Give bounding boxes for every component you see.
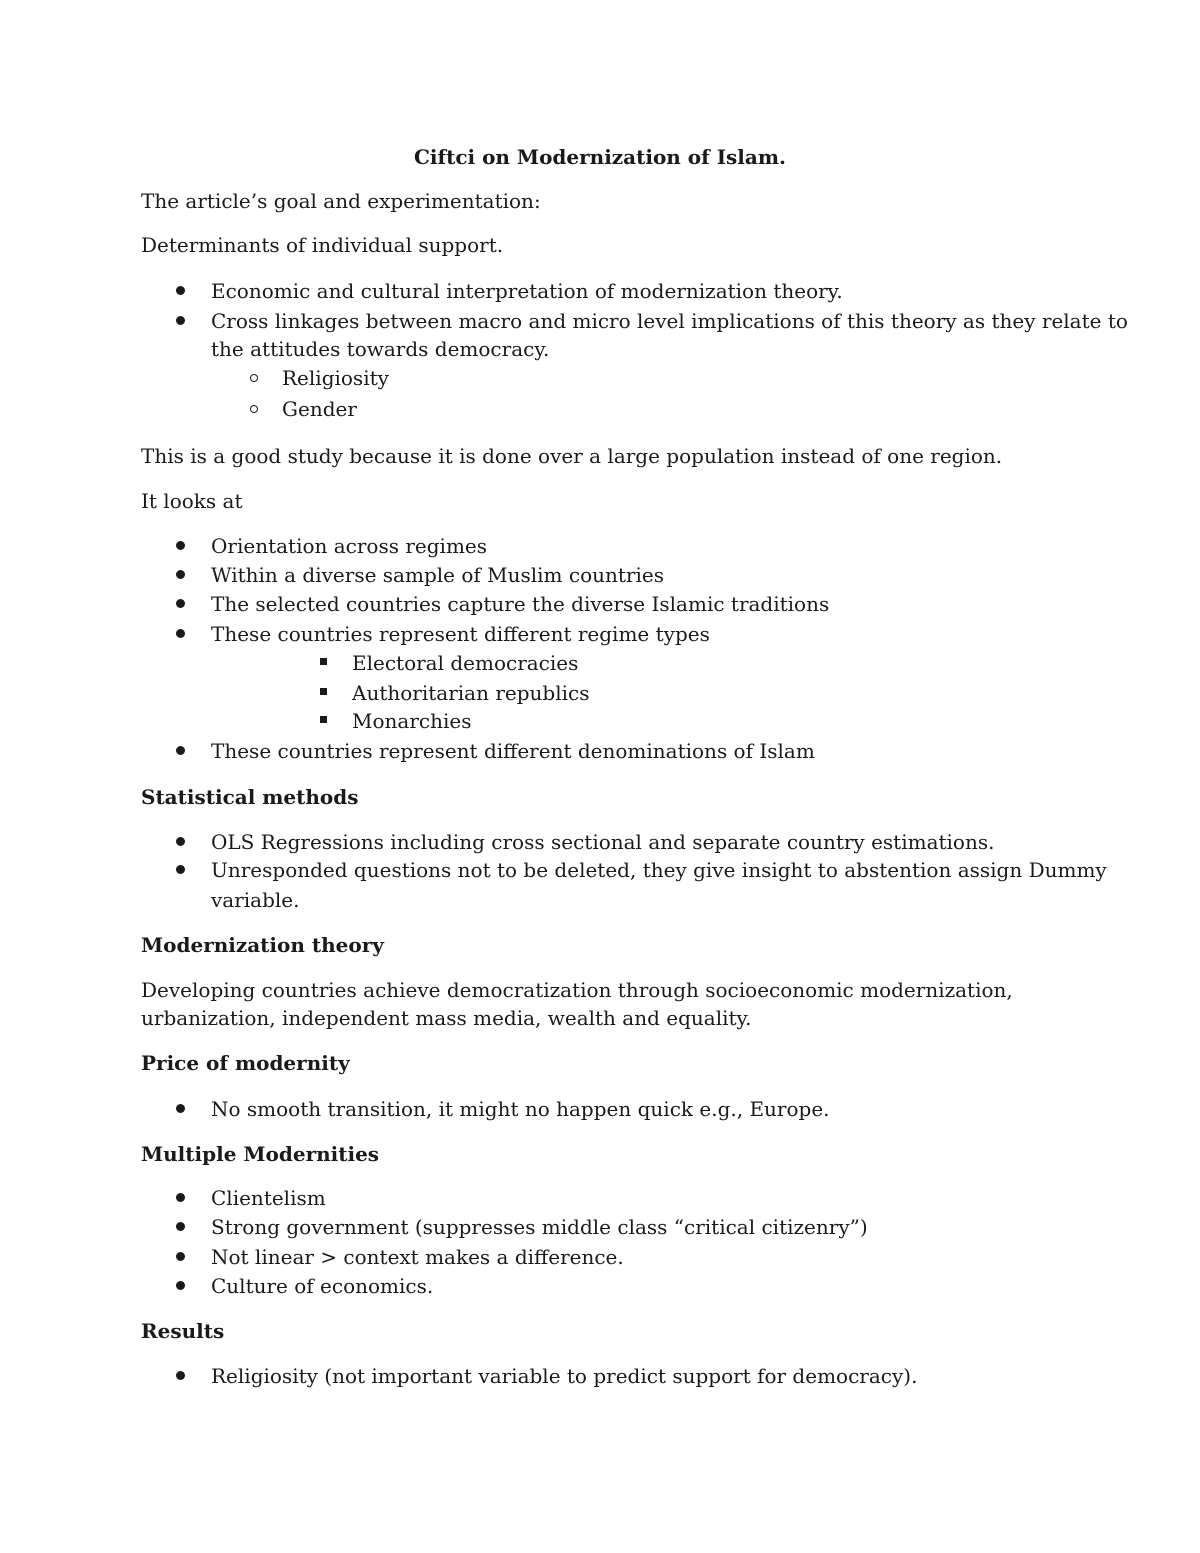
heading-results: Results <box>141 1319 225 1343</box>
bullet-icon <box>176 746 185 755</box>
heading-multiple-modernities: Multiple Modernities <box>141 1142 380 1166</box>
list-item: Orientation across regimes <box>211 534 488 558</box>
bullet-icon <box>176 629 185 638</box>
bullet-icon <box>176 599 185 608</box>
bullet-icon <box>176 865 185 874</box>
bullet-icon <box>176 541 185 550</box>
bullet-icon <box>176 1281 185 1290</box>
list-item: Clientelism <box>211 1186 326 1210</box>
list-item: Religiosity (not important variable to predict support for democracy). <box>211 1364 918 1388</box>
list-item: Not linear > context makes a difference. <box>211 1245 624 1269</box>
list-item-continuation: the attitudes towards democracy. <box>211 337 550 361</box>
list-item-continuation: variable. <box>211 888 300 912</box>
list-item: Cross linkages between macro and micro level implications of this theory as they relate to <box>211 309 1128 333</box>
list-item: The selected countries capture the diverse Islamic traditions <box>211 592 830 616</box>
sub-list-item: Electoral democracies <box>352 651 579 675</box>
list-item: Culture of economics. <box>211 1274 434 1298</box>
sub-list-item: Gender <box>282 397 357 421</box>
sub-list-item: Authoritarian republics <box>352 681 590 705</box>
square-bullet-icon <box>320 716 327 723</box>
list-item: OLS Regressions including cross sectional and separate country estimations. <box>211 830 995 854</box>
paragraph-developing: Developing countries achieve democratization through socioeconomic modernization, <box>141 978 1013 1002</box>
bullet-icon <box>176 1222 185 1231</box>
heading-statistical-methods: Statistical methods <box>141 785 359 809</box>
bullet-icon <box>176 286 185 295</box>
circle-bullet-icon <box>250 374 258 382</box>
sub-list-item: Religiosity <box>282 366 389 390</box>
bullet-icon <box>176 1371 185 1380</box>
heading-price-of-modernity: Price of modernity <box>141 1051 350 1075</box>
bullet-icon <box>176 570 185 579</box>
bullet-icon <box>176 837 185 846</box>
paragraph-good-study: This is a good study because it is done over a large population instead of one region. <box>141 444 1003 468</box>
list-item: Within a diverse sample of Muslim countries <box>211 563 664 587</box>
list-item: No smooth transition, it might no happen quick e.g., Europe. <box>211 1097 830 1121</box>
square-bullet-icon <box>320 658 327 665</box>
paragraph-looks-at: It looks at <box>141 489 243 513</box>
list-item: These countries represent different denominations of Islam <box>211 739 815 763</box>
bullet-icon <box>176 316 185 325</box>
list-item: Unresponded questions not to be deleted, they give insight to abstention assign Dummy <box>211 858 1107 882</box>
list-item: Strong government (suppresses middle class “critical citizenry”) <box>211 1215 868 1239</box>
square-bullet-icon <box>320 688 327 695</box>
document-title: Ciftci on Modernization of Islam. <box>413 145 786 169</box>
bullet-icon <box>176 1252 185 1261</box>
paragraph-determinants: Determinants of individual support. <box>141 233 504 257</box>
bullet-icon <box>176 1193 185 1202</box>
paragraph-goal: The article’s goal and experimentation: <box>141 189 541 213</box>
sub-list-item: Monarchies <box>352 709 472 733</box>
heading-modernization-theory: Modernization theory <box>141 933 384 957</box>
list-item: Economic and cultural interpretation of modernization theory. <box>211 279 843 303</box>
bullet-icon <box>176 1104 185 1113</box>
list-item: These countries represent different regime types <box>211 622 710 646</box>
circle-bullet-icon <box>250 405 258 413</box>
paragraph-developing-continuation: urbanization, independent mass media, wealth and equality. <box>141 1006 752 1030</box>
